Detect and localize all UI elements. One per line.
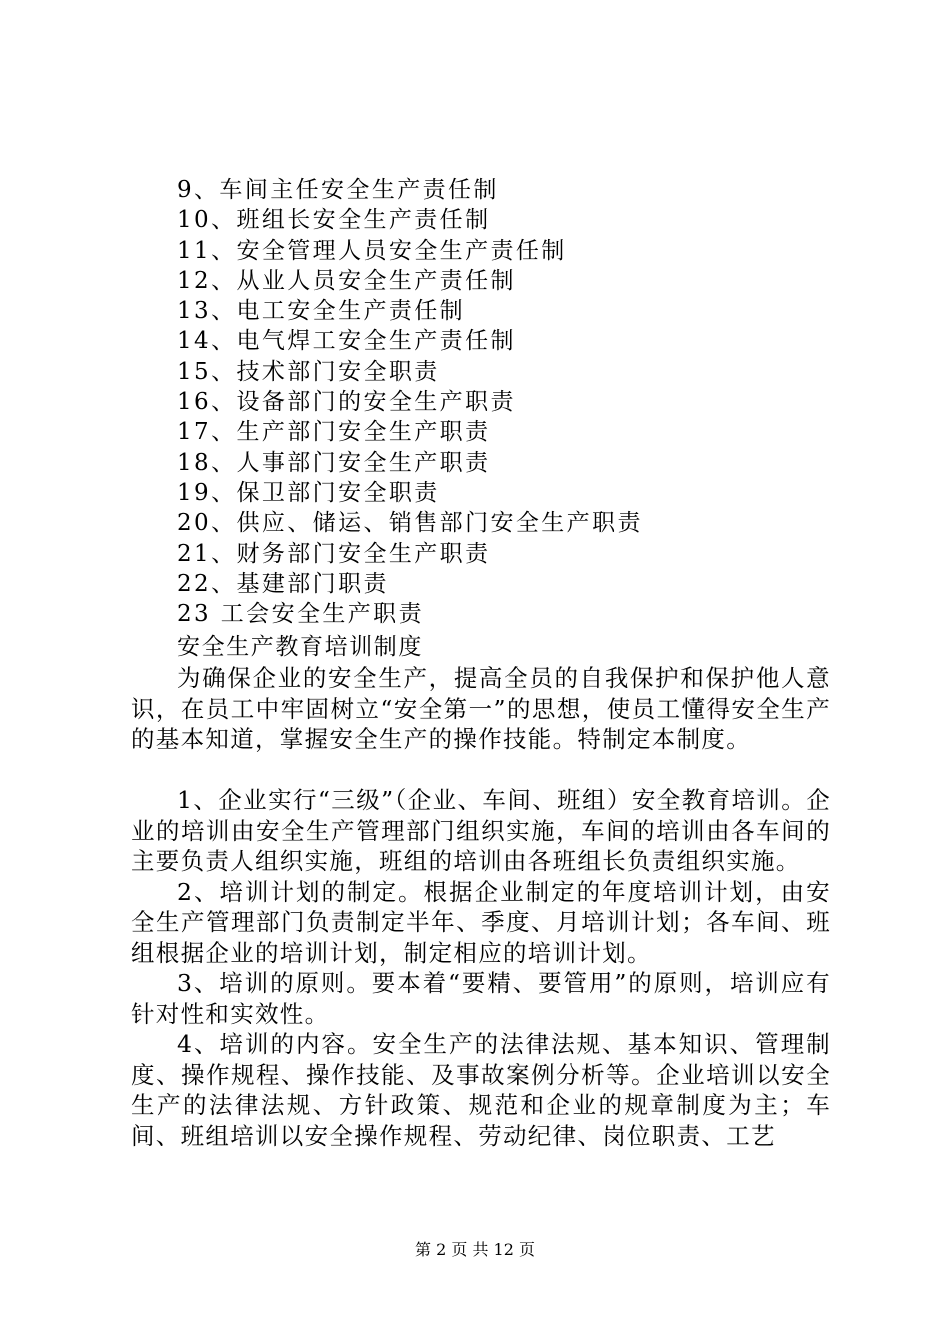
responsibility-list bbox=[177, 175, 857, 629]
list-item: 17、生产部门安全生产职责 bbox=[177, 419, 491, 446]
list-item: 19、保卫部门安全职责 bbox=[177, 479, 440, 506]
rule-paragraph: 4、培训的内容。安全生产的法律法规、基本知识、管理制度、操作规程、操作技能、及事故案例分析等。企业培训以安全生产的法律法规、方针政策、规范和企业的规章制度为主；车间、班组培训以安全操作规程、劳动纪律、岗位职责、工艺 bbox=[131, 1030, 831, 1150]
section-title: 安全生产教育培训制度 bbox=[177, 634, 423, 660]
list-item: 14、电气焊工安全生产责任制 bbox=[177, 328, 516, 355]
list-item: 12、从业人员安全生产责任制 bbox=[177, 267, 516, 294]
list-item: 10、班组长安全生产责任制 bbox=[177, 207, 491, 234]
list-item: 11、安全管理人员安全生产责任制 bbox=[177, 237, 567, 264]
intro-block bbox=[131, 663, 831, 755]
list-item: 20、供应、储运、销售部门安全生产职责 bbox=[177, 510, 643, 537]
page-footer: 第 2 页 共 12 页 bbox=[415, 1240, 535, 1259]
rule-paragraph: 1、企业实行“三级”（企业、车间、班组）安全教育培训。企业的培训由安全生产管理部门组织实施，车间的培训由各车间的主要负责人组织实施，班组的培训由各班组长负责组织实施。 bbox=[131, 786, 831, 875]
list-item: 13、电工安全生产责任制 bbox=[177, 298, 466, 325]
list-item: 22、基建部门职责 bbox=[177, 570, 389, 597]
list-item: 23 工会安全生产职责 bbox=[177, 601, 424, 628]
list-item: 15、技术部门安全职责 bbox=[177, 358, 440, 385]
training-rules bbox=[131, 785, 831, 1151]
list-item: 18、人事部门安全生产职责 bbox=[177, 449, 491, 476]
rule-paragraph: 3、培训的原则。要本着“要精、要管用”的原则，培训应有针对性和实效性。 bbox=[131, 969, 831, 1028]
list-item: 16、设备部门的安全生产职责 bbox=[177, 389, 516, 416]
intro-paragraph: 为确保企业的安全生产，提高全员的自我保护和保护他人意识，在员工中牢固树立“安全第一”的思想，使员工懂得安全生产的基本知道，掌握安全生产的操作技能。特制定本制度。 bbox=[131, 664, 831, 753]
list-item: 9、车间主任安全生产责任制 bbox=[177, 177, 499, 203]
list-item: 21、财务部门安全生产职责 bbox=[177, 540, 491, 567]
rule-paragraph: 2、培训计划的制定。根据企业制定的年度培训计划，由安全生产管理部门负责制定半年、季度、月培训计划；各车间、班组根据企业的培训计划，制定相应的培训计划。 bbox=[131, 877, 831, 967]
